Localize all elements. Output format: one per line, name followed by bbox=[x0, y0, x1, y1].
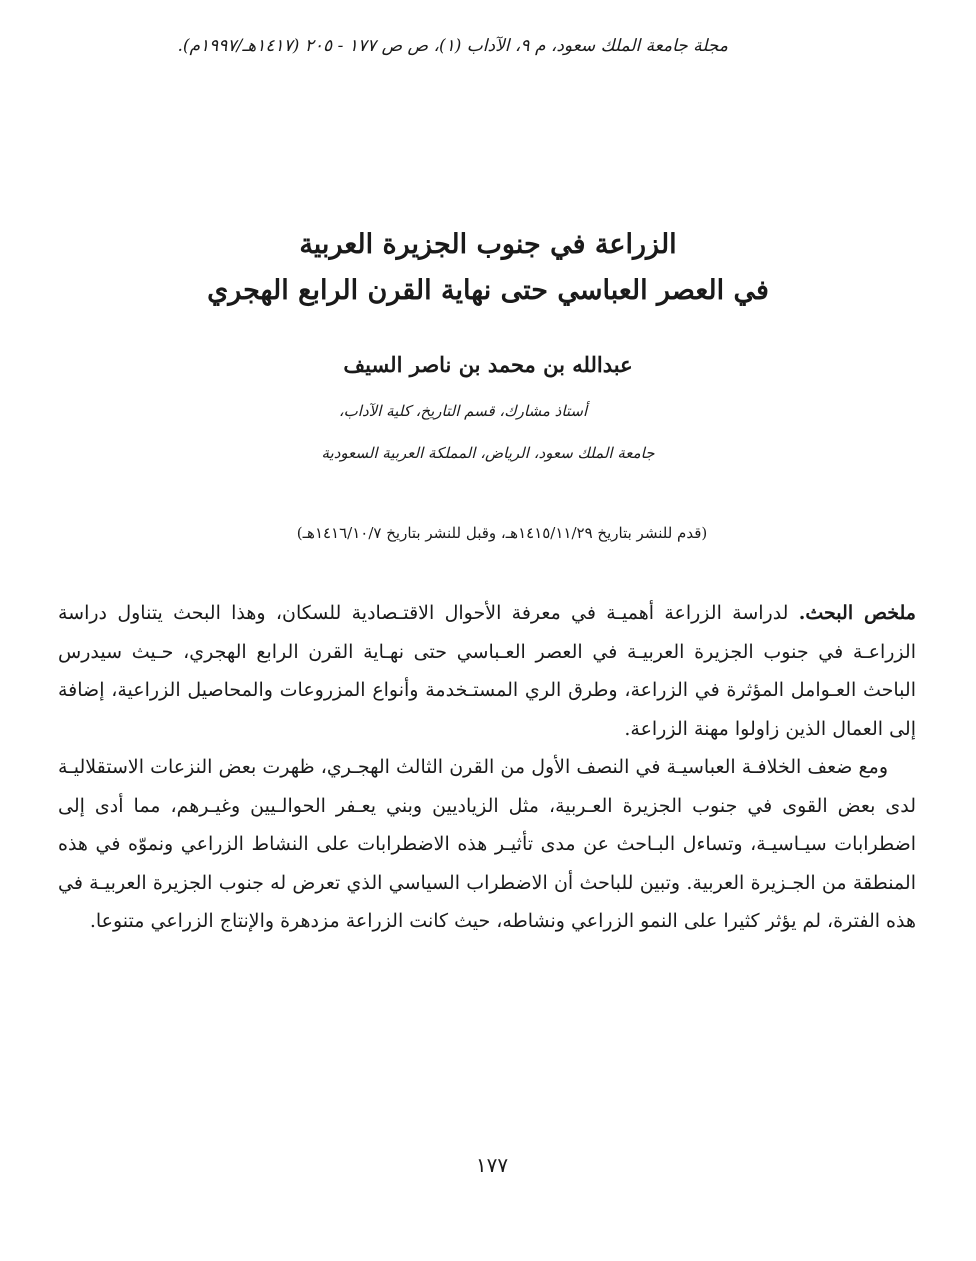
abstract-paragraph-1-text: لدراسة الزراعة أهميـة في معرفة الأحوال الاقتـصادية للسكان، وهذا البحث يتناول دراسة الزراعـة في جنوب الجزيرة العربيـة في العصر العـباسي حتى نهـاية القرن الرابع الهجري، حـيث سيدرس الباحث العـوامل المؤثرة في الزراعة، وطرق الري المستـخدمة وأنواع المزروعات والمحاصيل الزراعية، إضافة إلى العمال الذين زاولوا مهنة الزراعة. bbox=[58, 602, 916, 740]
abstract-heading: ملخص البحث. bbox=[798, 602, 916, 624]
running-header: مجلة جامعة الملك سعود، م ٩، الآداب (١)، ص ص ١٧٧ - ٢٠٥ (١٤١٧هـ/١٩٩٧م). bbox=[177, 36, 728, 56]
author-affiliation-department: أستاذ مشارك، قسم التاريخ، كلية الآداب، bbox=[338, 402, 588, 420]
title-line-1: الزراعة في جنوب الجزيرة العربية bbox=[299, 229, 677, 260]
author-affiliation-university: جامعة الملك سعود، الرياض، المملكة العربية السعودية bbox=[321, 444, 655, 462]
article-title bbox=[0, 222, 976, 314]
page-number: ١٧٧ bbox=[475, 1153, 509, 1177]
abstract bbox=[58, 594, 916, 941]
abstract-paragraph-1 bbox=[58, 594, 916, 748]
author-name: عبدالله بن محمد بن ناصر السيف bbox=[343, 352, 633, 377]
submission-dates: (قدم للنشر بتاريخ ١٤١٥/١١/٢٩هـ، وقبل للنشر بتاريخ ١٤١٦/١٠/٧هـ) bbox=[296, 524, 708, 542]
abstract-paragraph-2: ومع ضعف الخلافـة العباسيـة في النصف الأول من القرن الثالث الهجـري، ظهرت بعض النزعات الاستقلاليـة لدى بعض القوى في جنوب الجزيرة العـربية، مثل الزياديين وبني يعـفر الحوالـيين وغيـرهم، مما أدى إلى اضطرابات سيـاسيـة، وتساءل البـاحث عن مدى تأثيـر هذه الاضطرابات على النشاط الزراعي ونموّه في هذه المنطقة من الجـزيرة العربية. وتبين للباحث أن الاضطراب السياسي الذي تعرض له جنوب الجزيرة العربيـة في هذه الفترة، لم يؤثر كثيرا على النمو الزراعي ونشاطه، حيث كانت الزراعة مزدهرة والإنتاج الزراعي متنوعا. bbox=[58, 756, 916, 932]
title-line-2: في العصر العباسي حتى نهاية القرن الرابع الهجري bbox=[207, 275, 769, 306]
